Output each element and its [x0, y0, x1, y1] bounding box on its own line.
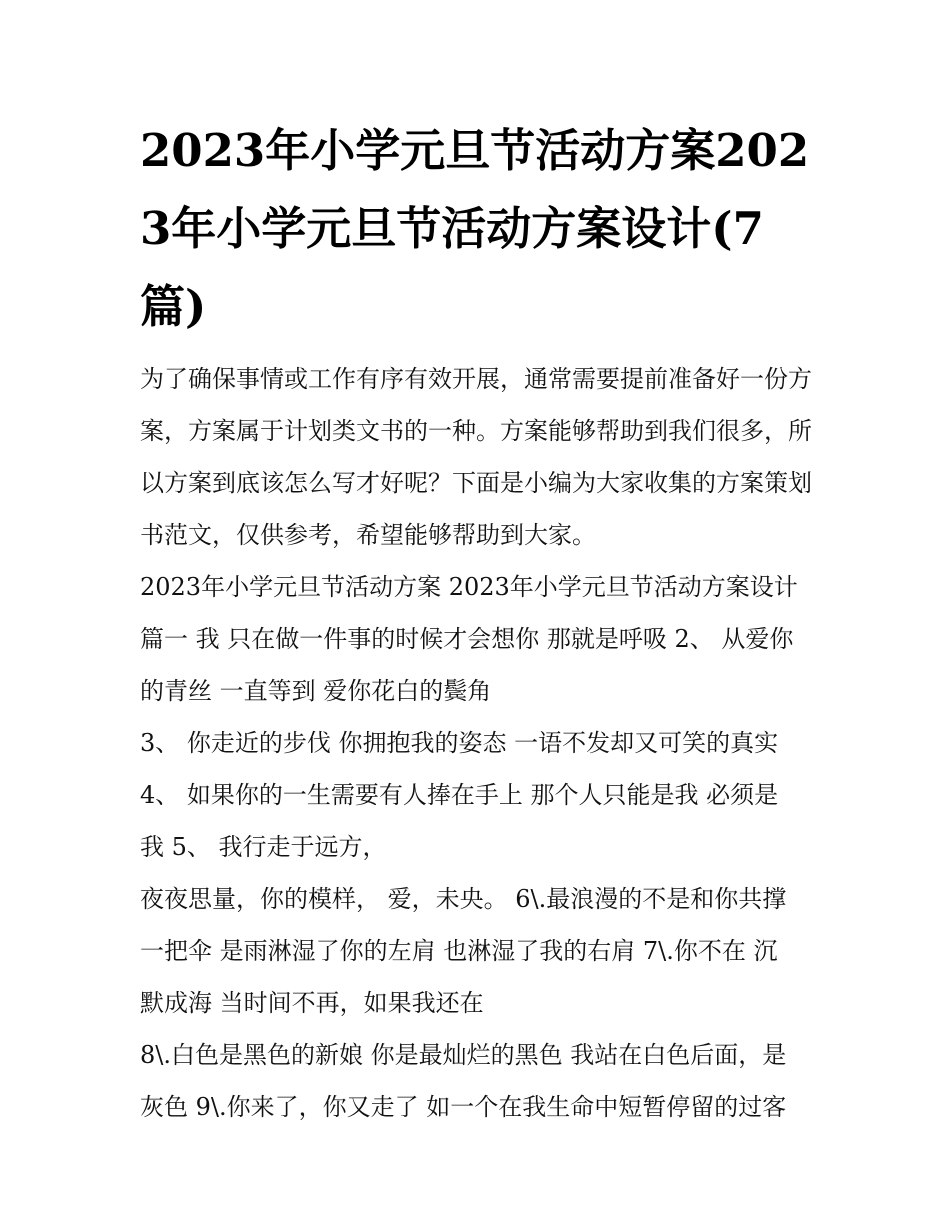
body-line: 我 5、 我行走于远方，	[140, 833, 387, 861]
intro-paragraph: 为了确保事情或工作有序有效开展，通常需要提前准备好一份方案，方案属于计划类文书的一种。方案能够帮助到我们很多，所以方案到底该怎么写才好呢？下面是小编为大家收集的方案策划书范文，仅供参考，希望能够帮助到大家。	[140, 365, 812, 549]
body-line: 8\.白色是黑色的新娘 你是最灿烂的黑色 我站在白色后面，是	[140, 1041, 787, 1069]
body-line: 默成海 当时间不再，如果我还在	[140, 989, 484, 1017]
body-line: 4、 如果你的一生需要有人捧在手上 那个人只能是我 必须是	[140, 781, 779, 809]
intro-block	[140, 353, 820, 561]
body-line: 灰色 9\.你来了，你又走了 如一个在我生命中短暂停留的过客	[140, 1093, 787, 1121]
document-title: 2023年小学元旦节活动方案2023年小学元旦节活动方案设计(7篇)	[140, 124, 810, 333]
body-line: 夜夜思量，你的模样， 爱，未央。 6\.最浪漫的不是和你共撑	[140, 885, 787, 913]
body-lines	[140, 561, 820, 1133]
body-line: 一把伞 是雨淋湿了你的左肩 也淋湿了我的右肩 7\.你不在 沉	[140, 937, 778, 965]
body-line: 的青丝 一直等到 爱你花白的鬓角	[140, 677, 492, 705]
body-line: 篇一 我 只在做一件事的时候才会想你 那就是呼吸 2、 从爱你	[140, 625, 794, 653]
body-line: 3、 你走近的步伐 你拥抱我的姿态 一语不发却又可笑的真实	[140, 729, 779, 757]
body-line: 2023年小学元旦节活动方案 2023年小学元旦节活动方案设计	[140, 573, 798, 601]
